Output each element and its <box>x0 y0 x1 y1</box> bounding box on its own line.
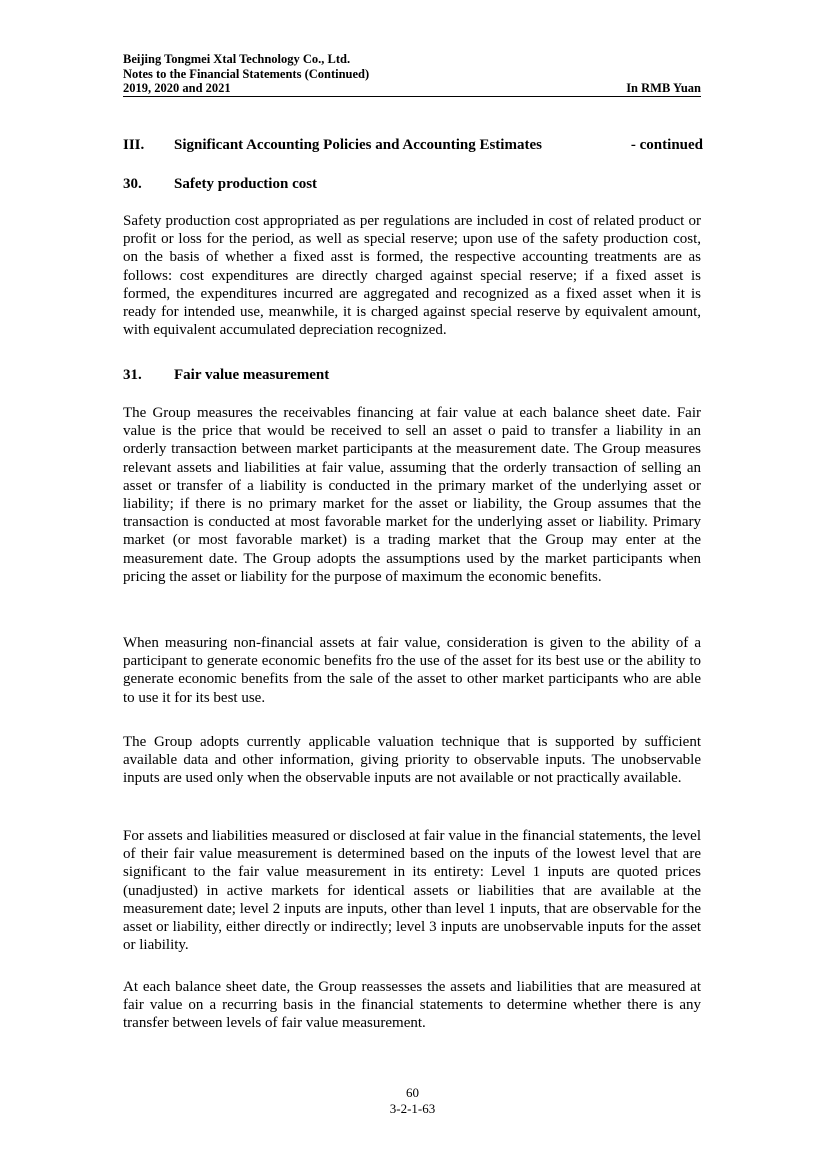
item-31-paragraph-2: When measuring non-financial assets at fair value, consideration is given to the ability of a participant to generate economic benefits fro the use of the asset for its best use or the ability to generate economic benefits from the sale of the asset to other market participants who are able to use it for its best use. <box>123 635 701 706</box>
section-heading <box>123 137 703 154</box>
reporting-period: 2019, 2020 and 2021 <box>123 81 231 95</box>
page-header <box>123 52 701 97</box>
document-reference: 3-2-1-63 <box>389 1101 436 1116</box>
item-30-title: Safety production cost <box>174 176 318 192</box>
item-30-paragraph: Safety production cost appropriated as per regulations are included in cost of related product or profit or loss for the period, as well as special reserve; upon use of the safety production cost, on the basis of whether a fixed asst is formed, the respective accounting treatments are as follows: cost expenditures are directly charged against special reserve; if a fixed asset is formed, the expenditures incurred are aggregated and recognized as a fixed asset when it is ready for intended use, meanwhile, it is charged against special reserve by equivalent amount, with equivalent accumulated depreciation recognized. <box>123 213 701 339</box>
section-title: Significant Accounting Policies and Accounting Estimates <box>174 137 542 153</box>
item-31-paragraph-1: The Group measures the receivables financing at fair value at each balance sheet date. Fair value is the price that would be received to sell an asset o paid to transfer a liability in an orderly transaction between market participants at the measurement date. The Group measures relevant assets and liabilities at fair value, assuming that the orderly transaction of selling an asset or transfer of a liability is conducted in the primary market of the underlying asset or liability; if there is no primary market for the asset or liability, the Group assumes that the transaction is conducted at most favorable market for the underlying asset or liability. Primary market (or most favorable market) is a trading market that the Group may enter at the measurement date. The Group adopts the assumptions used by the market participants when pricing the asset or liability for the purpose of maximum the economic benefits. <box>123 405 701 585</box>
document-title: Notes to the Financial Statements (Continued) <box>123 66 370 81</box>
page-number: 60 <box>406 1085 419 1100</box>
item-31-heading <box>123 367 329 384</box>
item-31-paragraph-4: For assets and liabilities measured or disclosed at fair value in the financial statements, the level of their fair value measurement is determined based on the inputs of the lowest level that are significant to the fair value measurement in its entirety: Level 1 inputs are quoted prices (unadjusted) in active markets for identical assets or liabilities that are available at the measurement date; level 2 inputs are inputs, other than level 1 inputs, that are observable for the asset or liability, either directly or indirectly; level 3 inputs are unobservable inputs for the asset or liability. <box>123 828 701 954</box>
company-name: Beijing Tongmei Xtal Technology Co., Ltd. <box>123 52 351 66</box>
header-period-row <box>123 81 701 97</box>
section-continued: - continued <box>630 137 703 153</box>
item-31-paragraph-5: At each balance sheet date, the Group reassesses the assets and liabilities that are measured at fair value on a recurring basis in the financial statements to determine whether there is any transfer between levels of fair value measurement. <box>123 979 701 1032</box>
item-31-title: Fair value measurement <box>174 367 330 383</box>
item-31-number: 31. <box>123 367 142 383</box>
item-30-heading <box>123 176 317 193</box>
section-number: III. <box>123 137 145 153</box>
currency-note: In RMB Yuan <box>626 81 701 95</box>
item-31-paragraph-3: The Group adopts currently applicable valuation technique that is supported by sufficient available data and other information, giving priority to observable inputs. The unobservable inputs are used only when the observable inputs are not available or not practically available. <box>123 734 701 787</box>
item-30-number: 30. <box>123 176 142 192</box>
